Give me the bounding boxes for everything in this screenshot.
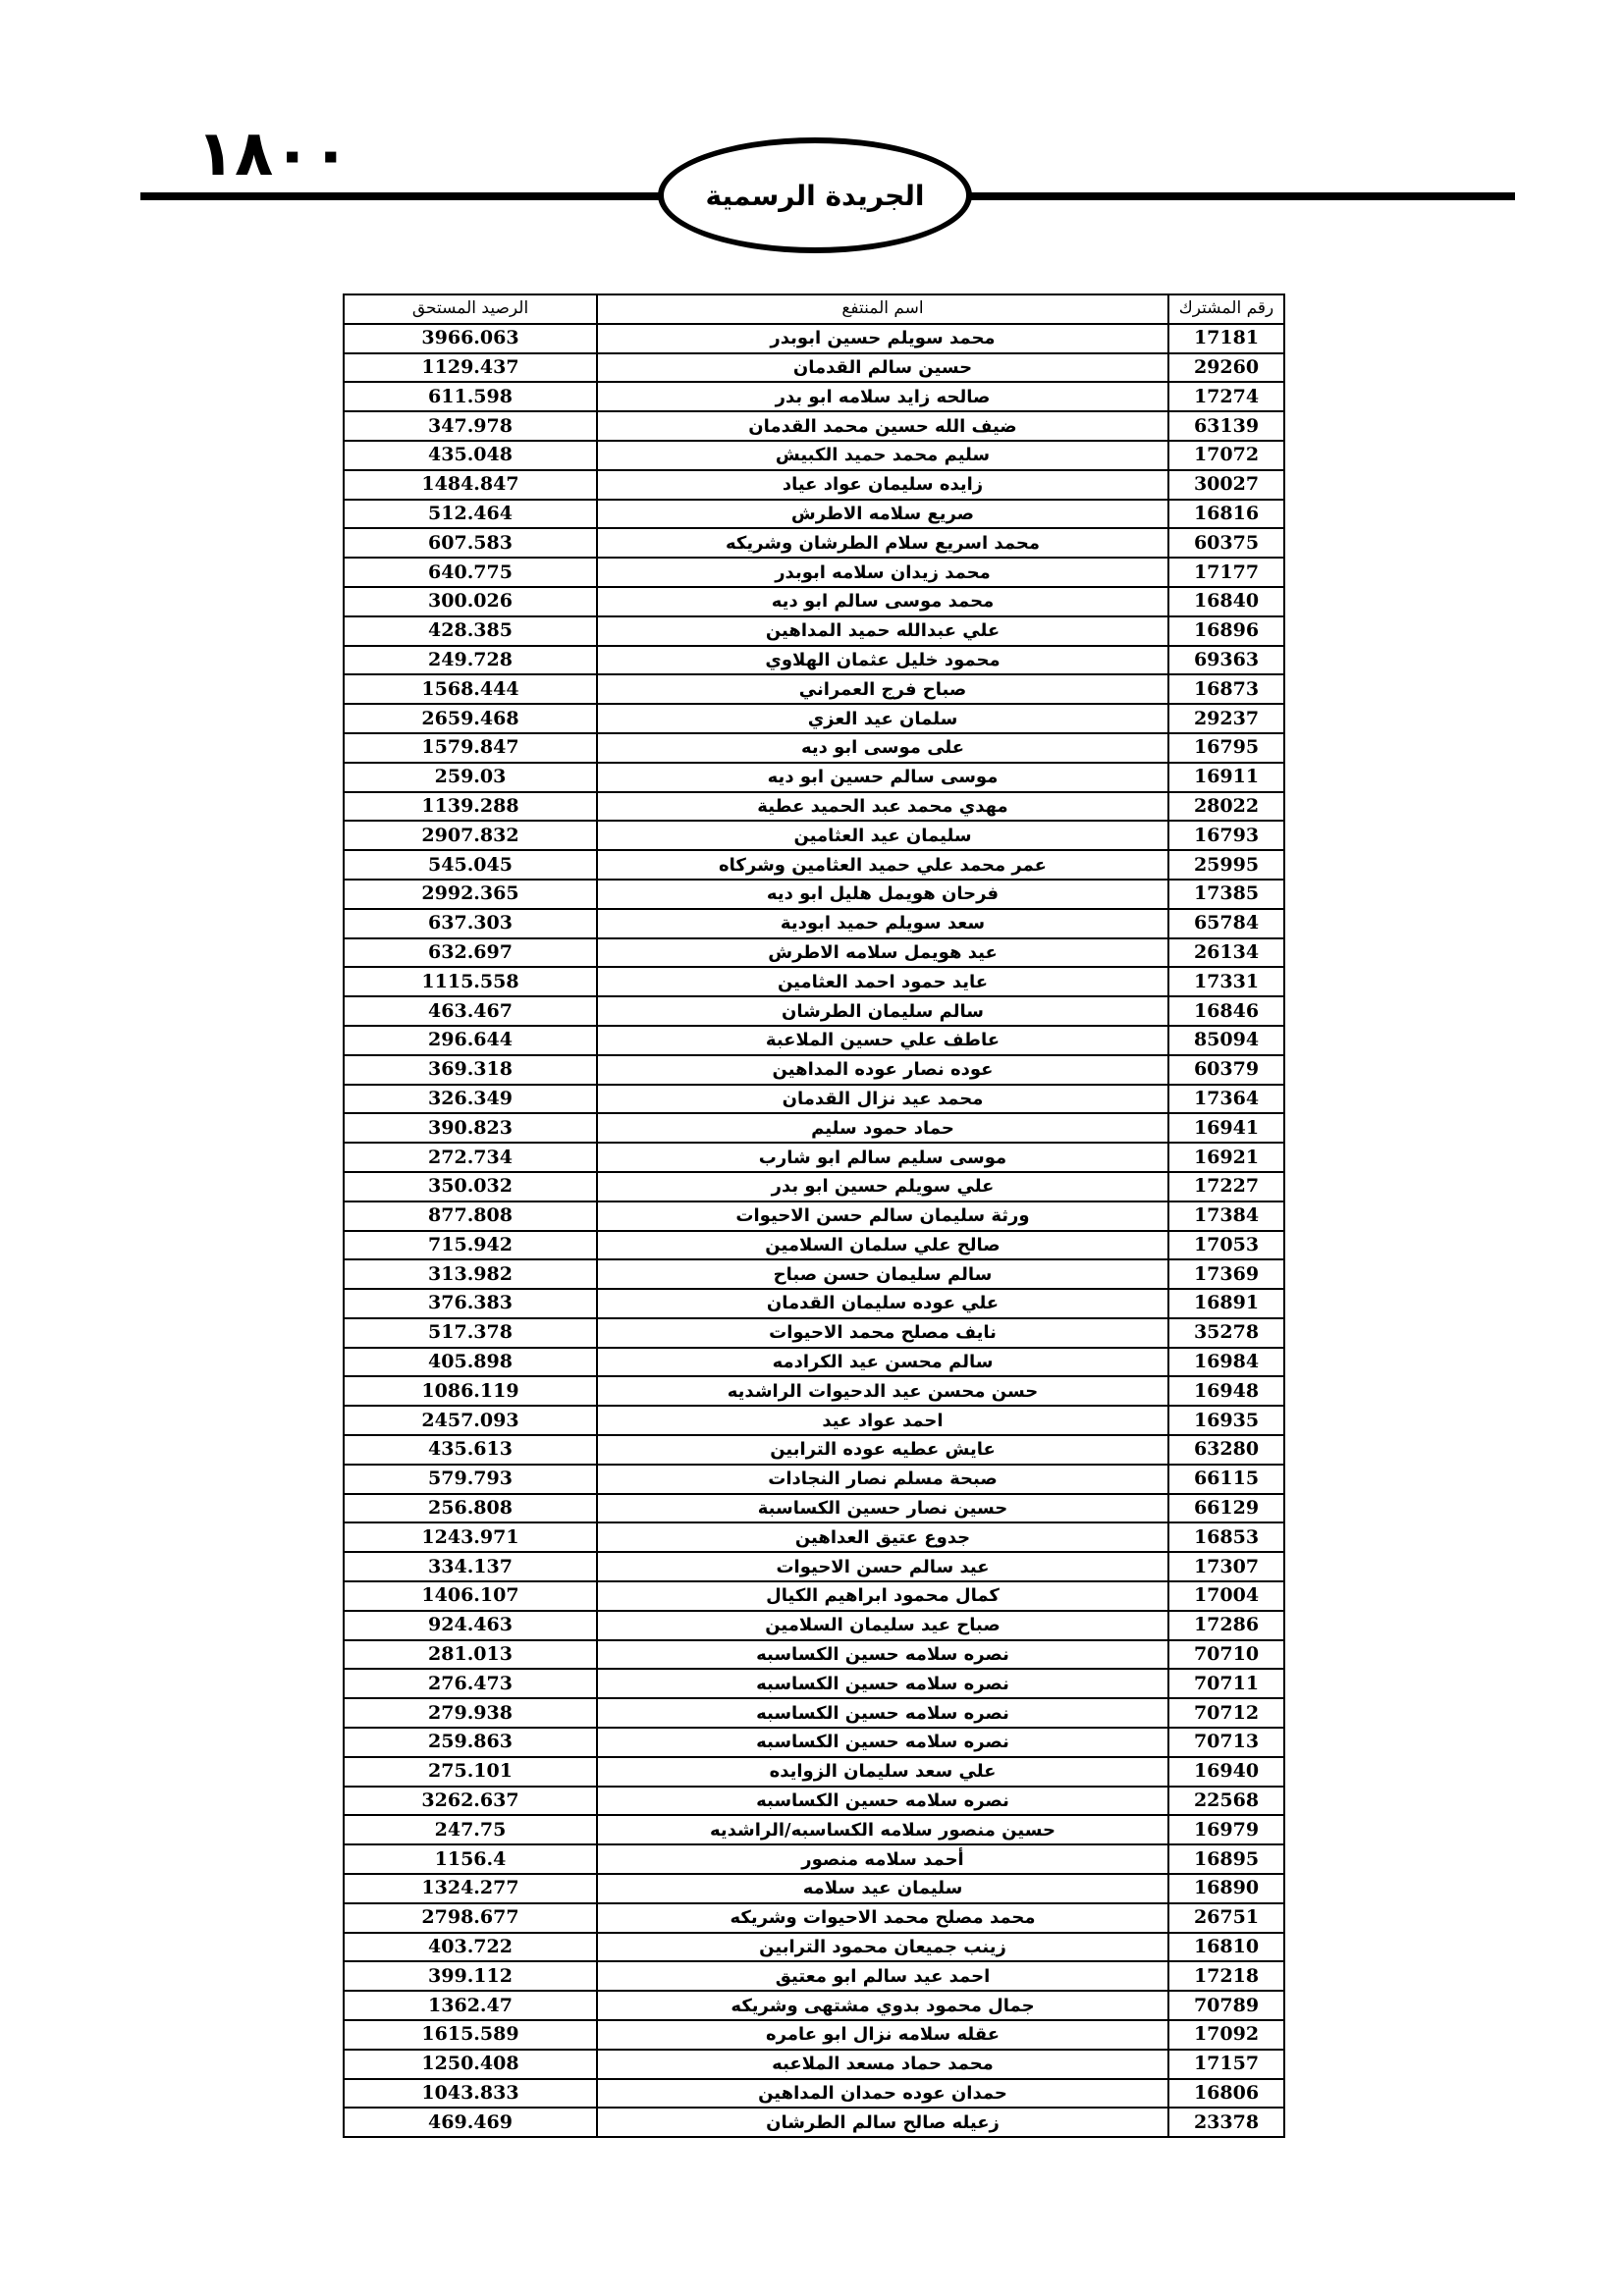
table-row	[344, 1376, 1284, 1406]
subscriber-cell: 17072	[1168, 441, 1284, 470]
name-cell: محمد حماد مسعد الملاعبه	[597, 2050, 1168, 2079]
name-cell: صباح فرج العمراني	[597, 674, 1168, 704]
subscriber-cell: 16941	[1168, 1113, 1284, 1143]
subscriber-cell: 16793	[1168, 821, 1284, 850]
balance-cell: 403.722	[344, 1933, 597, 1962]
name-cell: سليمان عيد العثامين	[597, 821, 1168, 850]
subscriber-cell: 17385	[1168, 880, 1284, 909]
balance-cell: 1324.277	[344, 1874, 597, 1903]
table-row	[344, 1259, 1284, 1289]
balance-cell: 545.045	[344, 850, 597, 880]
header-subscriber: رقم المشترك	[1168, 294, 1284, 324]
name-cell: نايف مصلح محمد الاحيوات	[597, 1318, 1168, 1348]
subscriber-cell: 16810	[1168, 1933, 1284, 1962]
subscriber-cell: 69363	[1168, 646, 1284, 675]
name-cell: صباح عيد سليمان السلامين	[597, 1611, 1168, 1640]
name-cell: عاطف علي حسين الملاعبة	[597, 1026, 1168, 1055]
balance-cell: 517.378	[344, 1318, 597, 1348]
name-cell: نصره سلامه حسين الكساسبه	[597, 1728, 1168, 1757]
name-cell: نصره سلامه حسين الكساسبه	[597, 1787, 1168, 1816]
balance-cell: 405.898	[344, 1348, 597, 1377]
subscriber-cell: 17181	[1168, 324, 1284, 353]
table-row	[344, 967, 1284, 996]
balance-cell: 376.383	[344, 1289, 597, 1318]
table-row	[344, 1698, 1284, 1728]
name-cell: جمال محمود بدوي مشتهى وشريكه	[597, 1991, 1168, 2020]
header-title-oval	[658, 137, 972, 253]
balance-cell: 347.978	[344, 411, 597, 441]
table-row	[344, 763, 1284, 792]
subscriber-cell: 66129	[1168, 1494, 1284, 1523]
subscriber-cell: 22568	[1168, 1787, 1284, 1816]
name-cell: سليمان عيد سلامه	[597, 1874, 1168, 1903]
name-cell: زعيله صالح سالم الطرشان	[597, 2108, 1168, 2137]
balance-cell: 637.303	[344, 909, 597, 938]
subscriber-cell: 16979	[1168, 1815, 1284, 1844]
name-cell: محمد موسى سالم ابو ديه	[597, 587, 1168, 616]
subscriber-cell: 16921	[1168, 1143, 1284, 1172]
name-cell: جدوع عتيق العداهين	[597, 1522, 1168, 1552]
table-row	[344, 1172, 1284, 1201]
name-cell: عوده نصار عوده المداهين	[597, 1055, 1168, 1085]
name-cell: محمد سويلم حسين ابوبدر	[597, 324, 1168, 353]
balance-cell: 334.137	[344, 1552, 597, 1581]
table-row	[344, 2050, 1284, 2079]
table-row	[344, 1787, 1284, 1816]
table-row	[344, 792, 1284, 822]
balance-cell: 1579.847	[344, 733, 597, 763]
balance-cell: 715.942	[344, 1231, 597, 1260]
name-cell: محمد عيد نزال القدمان	[597, 1085, 1168, 1114]
table-row	[344, 528, 1284, 558]
subscriber-cell: 16890	[1168, 1874, 1284, 1903]
subscriber-cell: 63280	[1168, 1435, 1284, 1465]
name-cell: موسى سالم حسين ابو ديه	[597, 763, 1168, 792]
table-row	[344, 353, 1284, 383]
table-row	[344, 909, 1284, 938]
subscriber-cell: 25995	[1168, 850, 1284, 880]
name-cell: عمر محمد علي حميد العثامين وشركاه	[597, 850, 1168, 880]
name-cell: ورثة سليمان سالم حسن الاحيوات	[597, 1201, 1168, 1231]
subscriber-cell: 17384	[1168, 1201, 1284, 1231]
name-cell: حسين نصار حسين الكساسبة	[597, 1494, 1168, 1523]
table-row	[344, 2079, 1284, 2109]
table-row	[344, 1961, 1284, 1991]
balance-cell: 390.823	[344, 1113, 597, 1143]
page-number: ١٨٠٠	[196, 118, 351, 190]
balance-cell: 2907.832	[344, 821, 597, 850]
balance-cell: 1243.971	[344, 1522, 597, 1552]
name-cell: سلمان عيد العزي	[597, 704, 1168, 733]
subscriber-cell: 23378	[1168, 2108, 1284, 2137]
balance-cell: 2798.677	[344, 1903, 597, 1933]
table-row	[344, 1611, 1284, 1640]
table-row	[344, 616, 1284, 646]
table-row	[344, 1348, 1284, 1377]
balance-cell: 512.464	[344, 500, 597, 529]
subscriber-cell: 16911	[1168, 763, 1284, 792]
table-row	[344, 411, 1284, 441]
balance-cell: 1484.847	[344, 470, 597, 500]
subscriber-cell: 16795	[1168, 733, 1284, 763]
name-cell: حسين منصور سلامه الكساسبه/الراشديه	[597, 1815, 1168, 1844]
balance-cell: 877.808	[344, 1201, 597, 1231]
subscriber-cell: 17369	[1168, 1259, 1284, 1289]
balance-cell: 247.75	[344, 1815, 597, 1844]
name-cell: حسن محسن عيد الدحيوات الراشديه	[597, 1376, 1168, 1406]
balance-cell: 300.026	[344, 587, 597, 616]
name-cell: سالم محسن عيد الكرادمه	[597, 1348, 1168, 1377]
subscriber-cell: 17053	[1168, 1231, 1284, 1260]
table-row	[344, 704, 1284, 733]
table-row	[344, 1318, 1284, 1348]
subscriber-cell: 60375	[1168, 528, 1284, 558]
subscriber-cell: 16948	[1168, 1376, 1284, 1406]
balance-cell: 3966.063	[344, 324, 597, 353]
name-cell: حمدان عوده حمدان المداهين	[597, 2079, 1168, 2109]
subscriber-cell: 16853	[1168, 1522, 1284, 1552]
table-row	[344, 2020, 1284, 2050]
balance-cell: 259.863	[344, 1728, 597, 1757]
name-cell: نصره سلامه حسين الكساسبه	[597, 1698, 1168, 1728]
table-row	[344, 1903, 1284, 1933]
table-row	[344, 1435, 1284, 1465]
balance-cell: 435.048	[344, 441, 597, 470]
name-cell: صبحة مسلم نصار النجادات	[597, 1465, 1168, 1494]
subscriber-cell: 63139	[1168, 411, 1284, 441]
subscriber-cell: 16873	[1168, 674, 1284, 704]
balance-cell: 607.583	[344, 528, 597, 558]
table-row	[344, 1085, 1284, 1114]
header-name: اسم المنتفع	[597, 294, 1168, 324]
balance-cell: 435.613	[344, 1435, 597, 1465]
name-cell: محمد مصلح محمد الاحيوات وشريكه	[597, 1903, 1168, 1933]
name-cell: عيد سالم حسن الاحيوات	[597, 1552, 1168, 1581]
subscriber-cell: 17364	[1168, 1085, 1284, 1114]
balance-cell: 469.469	[344, 2108, 597, 2137]
subscriber-cell: 26751	[1168, 1903, 1284, 1933]
table-header-row	[344, 294, 1284, 324]
balance-cell: 276.473	[344, 1669, 597, 1698]
subscriber-cell: 17157	[1168, 2050, 1284, 2079]
balance-cell: 2992.365	[344, 880, 597, 909]
name-cell: مهدي محمد عبد الحميد عطية	[597, 792, 1168, 822]
name-cell: موسى سليم سالم ابو شارب	[597, 1143, 1168, 1172]
subscriber-cell: 16816	[1168, 500, 1284, 529]
subscriber-cell: 85094	[1168, 1026, 1284, 1055]
table-row	[344, 587, 1284, 616]
balance-cell: 313.982	[344, 1259, 597, 1289]
subscriber-cell: 70789	[1168, 1991, 1284, 2020]
table-row	[344, 1231, 1284, 1260]
balance-cell: 1086.119	[344, 1376, 597, 1406]
name-cell: عقله سلامه نزال ابو عامره	[597, 2020, 1168, 2050]
subscriber-cell: 70712	[1168, 1698, 1284, 1728]
table-row	[344, 1640, 1284, 1670]
name-cell: محمود خليل عثمان الهلاوي	[597, 646, 1168, 675]
table-row	[344, 324, 1284, 353]
balance-cell: 924.463	[344, 1611, 597, 1640]
balance-cell: 259.03	[344, 763, 597, 792]
table-row	[344, 1874, 1284, 1903]
table-row	[344, 1552, 1284, 1581]
subscriber-cell: 17331	[1168, 967, 1284, 996]
header-balance: الرصيد المستحق	[344, 294, 597, 324]
name-cell: صالح علي سلمان السلامين	[597, 1231, 1168, 1260]
balance-cell: 1115.558	[344, 967, 597, 996]
subscribers-table	[343, 294, 1285, 2138]
balance-cell: 632.697	[344, 938, 597, 968]
table-row	[344, 1844, 1284, 1874]
table-row	[344, 646, 1284, 675]
name-cell: فرحان هويمل هليل ابو ديه	[597, 880, 1168, 909]
table-row	[344, 880, 1284, 909]
table-row	[344, 850, 1284, 880]
name-cell: محمد اسريع سلام الطرشان وشريكه	[597, 528, 1168, 558]
balance-cell: 275.101	[344, 1757, 597, 1787]
table-row	[344, 1494, 1284, 1523]
subscriber-cell: 70711	[1168, 1669, 1284, 1698]
balance-cell: 369.318	[344, 1055, 597, 1085]
subscriber-cell: 16895	[1168, 1844, 1284, 1874]
subscriber-cell: 66115	[1168, 1465, 1284, 1494]
subscriber-cell: 17004	[1168, 1581, 1284, 1611]
balance-cell: 1568.444	[344, 674, 597, 704]
subscriber-cell: 70710	[1168, 1640, 1284, 1670]
subscriber-cell: 16891	[1168, 1289, 1284, 1318]
subscriber-cell: 60379	[1168, 1055, 1284, 1085]
table-row	[344, 2108, 1284, 2137]
table-row	[344, 441, 1284, 470]
subscriber-cell: 16896	[1168, 616, 1284, 646]
table-row	[344, 558, 1284, 587]
balance-cell: 428.385	[344, 616, 597, 646]
subscriber-cell: 26134	[1168, 938, 1284, 968]
subscriber-cell: 29237	[1168, 704, 1284, 733]
subscriber-cell: 16984	[1168, 1348, 1284, 1377]
balance-cell: 2457.093	[344, 1406, 597, 1435]
name-cell: عيد هويمل سلامه الاطرش	[597, 938, 1168, 968]
balance-cell: 1139.288	[344, 792, 597, 822]
name-cell: محمد زيدان سلامه ابوبدر	[597, 558, 1168, 587]
name-cell: زينب جميعان محمود الترابين	[597, 1933, 1168, 1962]
name-cell: علي عبدالله حميد المداهين	[597, 616, 1168, 646]
balance-cell: 3262.637	[344, 1787, 597, 1816]
subscriber-cell: 30027	[1168, 470, 1284, 500]
balance-cell: 272.734	[344, 1143, 597, 1172]
subscriber-cell: 17177	[1168, 558, 1284, 587]
name-cell: عايش عطيه عوده الترابين	[597, 1435, 1168, 1465]
subscriber-cell: 70713	[1168, 1728, 1284, 1757]
table-row	[344, 1669, 1284, 1698]
table-row	[344, 674, 1284, 704]
table-row	[344, 1757, 1284, 1787]
table-row	[344, 1113, 1284, 1143]
name-cell: ضيف الله حسين محمد القدمان	[597, 411, 1168, 441]
table-row	[344, 996, 1284, 1026]
name-cell: احمد عيد سالم ابو معتيق	[597, 1961, 1168, 1991]
subscriber-cell: 16940	[1168, 1757, 1284, 1787]
table-row	[344, 938, 1284, 968]
table-row	[344, 500, 1284, 529]
balance-cell: 1406.107	[344, 1581, 597, 1611]
name-cell: سليم محمد حميد الكبيش	[597, 441, 1168, 470]
balance-cell: 1250.408	[344, 2050, 597, 2079]
table-row	[344, 1289, 1284, 1318]
table-row	[344, 1815, 1284, 1844]
balance-cell: 249.728	[344, 646, 597, 675]
subscriber-cell: 17092	[1168, 2020, 1284, 2050]
table-row	[344, 470, 1284, 500]
table-row	[344, 1522, 1284, 1552]
table-row	[344, 1406, 1284, 1435]
table-row	[344, 1728, 1284, 1757]
subscriber-cell: 16935	[1168, 1406, 1284, 1435]
table-row	[344, 1055, 1284, 1085]
subscriber-cell: 29260	[1168, 353, 1284, 383]
name-cell: سالم سليمان الطرشان	[597, 996, 1168, 1026]
name-cell: نصره سلامه حسين الكساسبه	[597, 1669, 1168, 1698]
name-cell: صريع سلامه الاطرش	[597, 500, 1168, 529]
balance-cell: 279.938	[344, 1698, 597, 1728]
balance-cell: 326.349	[344, 1085, 597, 1114]
name-cell: احمد عواد عيد	[597, 1406, 1168, 1435]
header-title: الجريدة الرسمية	[705, 179, 925, 212]
balance-cell: 579.793	[344, 1465, 597, 1494]
balance-cell: 463.467	[344, 996, 597, 1026]
balance-cell: 1615.589	[344, 2020, 597, 2050]
name-cell: سعد سويلم حميد ابودية	[597, 909, 1168, 938]
subscriber-cell: 17218	[1168, 1961, 1284, 1991]
table-row	[344, 1143, 1284, 1172]
table-row	[344, 1581, 1284, 1611]
table-row	[344, 1933, 1284, 1962]
name-cell: أحمد سلامه منصور	[597, 1844, 1168, 1874]
name-cell: كمال محمود ابراهيم الكيال	[597, 1581, 1168, 1611]
name-cell: حسين سالم القدمان	[597, 353, 1168, 383]
balance-cell: 1129.437	[344, 353, 597, 383]
balance-cell: 1362.47	[344, 1991, 597, 2020]
balance-cell: 399.112	[344, 1961, 597, 1991]
table-row	[344, 1201, 1284, 1231]
balance-cell: 296.644	[344, 1026, 597, 1055]
subscriber-cell: 17227	[1168, 1172, 1284, 1201]
balance-cell: 1043.833	[344, 2079, 597, 2109]
name-cell: صالحه زايد سلامه ابو بدر	[597, 382, 1168, 411]
name-cell: علي سويلم حسين ابو بدر	[597, 1172, 1168, 1201]
subscriber-cell: 65784	[1168, 909, 1284, 938]
balance-cell: 256.808	[344, 1494, 597, 1523]
balance-cell: 611.598	[344, 382, 597, 411]
name-cell: على موسى ابو ديه	[597, 733, 1168, 763]
balance-cell: 2659.468	[344, 704, 597, 733]
table-row	[344, 1465, 1284, 1494]
subscriber-cell: 35278	[1168, 1318, 1284, 1348]
name-cell: عايد حمود احمد العثامين	[597, 967, 1168, 996]
balance-cell: 1156.4	[344, 1844, 597, 1874]
table-row	[344, 1991, 1284, 2020]
name-cell: نصره سلامه حسين الكساسبه	[597, 1640, 1168, 1670]
subscriber-cell: 16846	[1168, 996, 1284, 1026]
table-row	[344, 733, 1284, 763]
subscriber-cell: 16806	[1168, 2079, 1284, 2109]
balance-cell: 640.775	[344, 558, 597, 587]
name-cell: علي سعد سليمان الزوايده	[597, 1757, 1168, 1787]
name-cell: حماد حمود سليم	[597, 1113, 1168, 1143]
subscriber-cell: 17286	[1168, 1611, 1284, 1640]
subscriber-cell: 17274	[1168, 382, 1284, 411]
subscriber-cell: 28022	[1168, 792, 1284, 822]
table-row	[344, 1026, 1284, 1055]
name-cell: زايده سليمان عواد عياد	[597, 470, 1168, 500]
balance-cell: 281.013	[344, 1640, 597, 1670]
table-row	[344, 821, 1284, 850]
table-row	[344, 382, 1284, 411]
table-body	[344, 324, 1284, 2137]
name-cell: علي عوده سليمان القدمان	[597, 1289, 1168, 1318]
subscriber-cell: 17307	[1168, 1552, 1284, 1581]
balance-cell: 350.032	[344, 1172, 597, 1201]
name-cell: سالم سليمان حسن صباح	[597, 1259, 1168, 1289]
subscriber-cell: 16840	[1168, 587, 1284, 616]
